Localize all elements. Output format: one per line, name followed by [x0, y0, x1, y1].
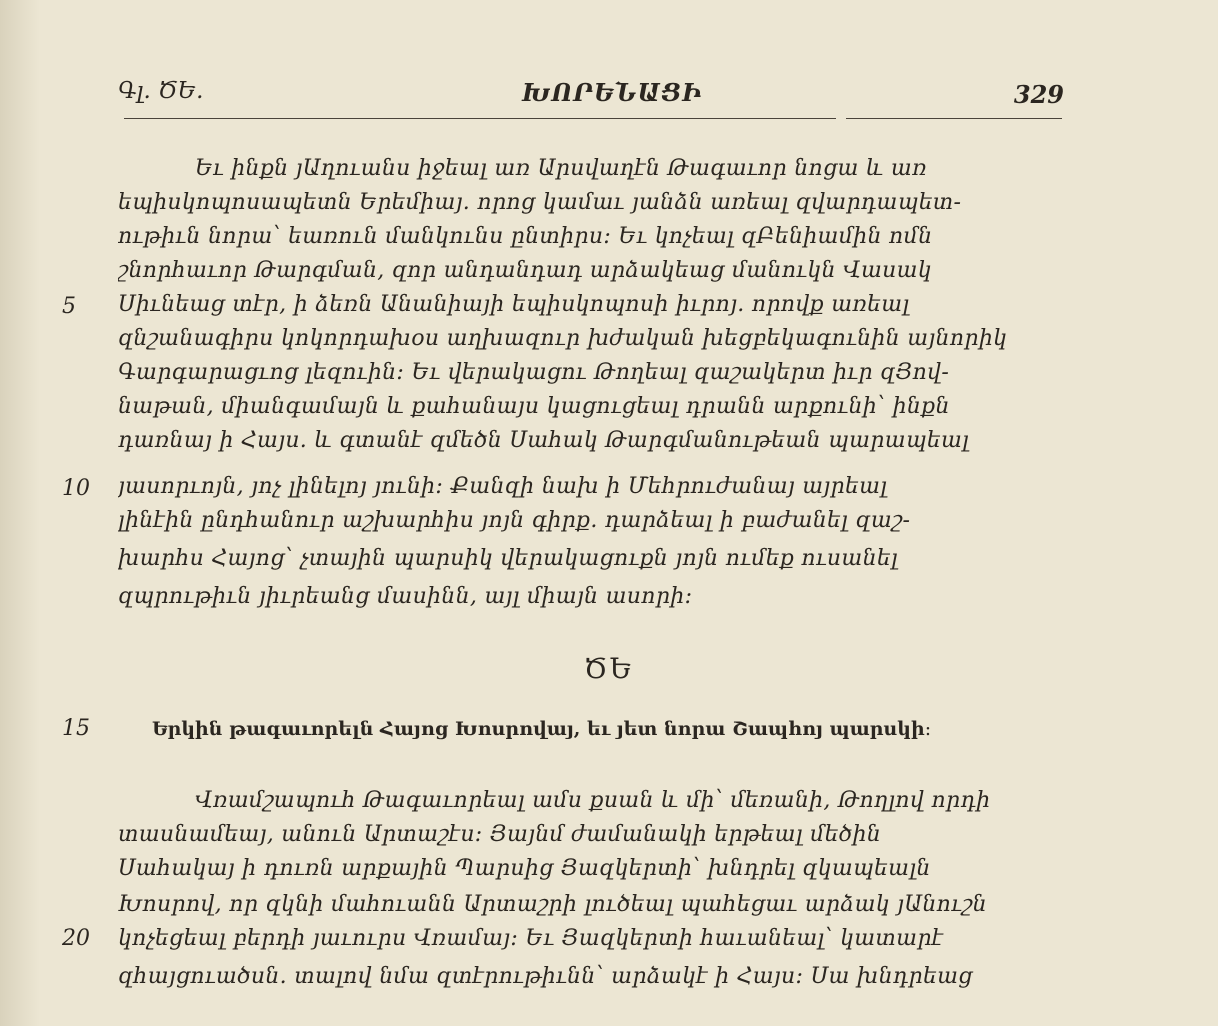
chapter-heading: ԾԵ	[583, 652, 635, 685]
text-line: Սահակայ ի դուռն արքային Պարսից Յազկերտի՝ խնդրել զկապեալն	[118, 856, 931, 881]
line-number: 20	[62, 926, 90, 951]
chapter-subtitle: Երկին թագաւորելն Հայոց Խոսրովայ, եւ յետ նորա Շապհոյ պարսկի։	[152, 718, 932, 740]
text-line: Վռամշապուհ Թագաւորեալ ամս քսան և մի՝ մեռանի, Թողլով որդի	[195, 788, 991, 813]
text-line: Սիւնեաց տէր, ի ձեռն Անանիայի եպիսկոպոսի իւրոյ. որովք առեալ	[118, 292, 910, 317]
text-line: եպիսկոպոսապետն Երեմիայ. որոց կամաւ յանձն առեալ զվարդապետ-	[118, 190, 962, 215]
text-line: Գարգարացւոց լեզուին։ Եւ վերակացու Թողեալ զաշակերտ իւր զՅով-	[118, 360, 950, 385]
line-number: 15	[62, 716, 90, 741]
text-line: Խոսրով, որ զկնի մահուանն Արտաշրի լուծեալ պահեցաւ արձակ յԱնուշն	[118, 892, 987, 917]
running-title: ԽՈՐԵՆԱՑԻ	[522, 78, 703, 107]
text-line: Եւ ինքն յԱղուանս իջեալ առ Արսվաղէն Թագաւոր նոցա և առ	[195, 156, 927, 181]
text-line: կոչեցեալ բերդի յաւուրս Վռամայ։ Եւ Յազկերտի հաւանեալ՝ կատարէ	[118, 926, 944, 951]
page-gutter-shadow	[0, 0, 40, 1026]
text-line: խարհս Հայոց՝ չտային պարսիկ վերակացուքն յոյն ումեք ուսանել	[118, 546, 898, 571]
text-line: տասնամեայ, անուն Արտաշէս։ Յայնմ ժամանակի երթեալ մեծին	[118, 822, 882, 847]
text-line: զնշանագիրս կոկորդախօս աղխազուր խժական խեցբեկագունին այնորիկ	[118, 326, 1008, 351]
header-rule-left	[124, 118, 836, 119]
text-line: դառնայ ի Հայս. և գտանէ զմեծն Սահակ Թարգմանութեան պարապեալ	[118, 428, 970, 453]
text-line: զպրութիւն յիւրեանց մասինն, այլ միայն ասորի։	[118, 584, 693, 609]
line-number: 5	[62, 294, 76, 319]
header-rule-right	[846, 118, 1062, 119]
text-line: լինէին ընդհանուր աշխարհիս յոյն գիրք. դարձեալ ի բաժանել զաշ-	[118, 508, 911, 533]
page-number: 329	[1013, 80, 1064, 109]
text-line: յասորւոյն, յոչ լինելոյ յունի։ Քանզի նախ ի Մեհրուժանայ այրեալ	[118, 474, 888, 499]
text-line: ութիւն նորա՝ եառուն մանկունս ընտիրս։ Եւ կոչեալ զԲենիամին ոմն	[118, 224, 933, 249]
text-line: նաթան, միանգամայն և քահանայս կացուցեալ դրանն արքունի՝ ինքն	[118, 394, 950, 419]
chapter-reference: Գլ. ԾԵ.	[118, 78, 204, 104]
text-line: զհայցուածսն. տալով նմա զտէրութիւնն՝ արձակէ ի Հայս։ Սա խնդրեաց	[118, 964, 973, 989]
line-number: 10	[62, 476, 90, 501]
text-line: շնորհաւոր Թարգման, զոր անդանդադ արձակեաց մանուկն Վասակ	[118, 258, 932, 283]
page-header	[118, 78, 1068, 112]
